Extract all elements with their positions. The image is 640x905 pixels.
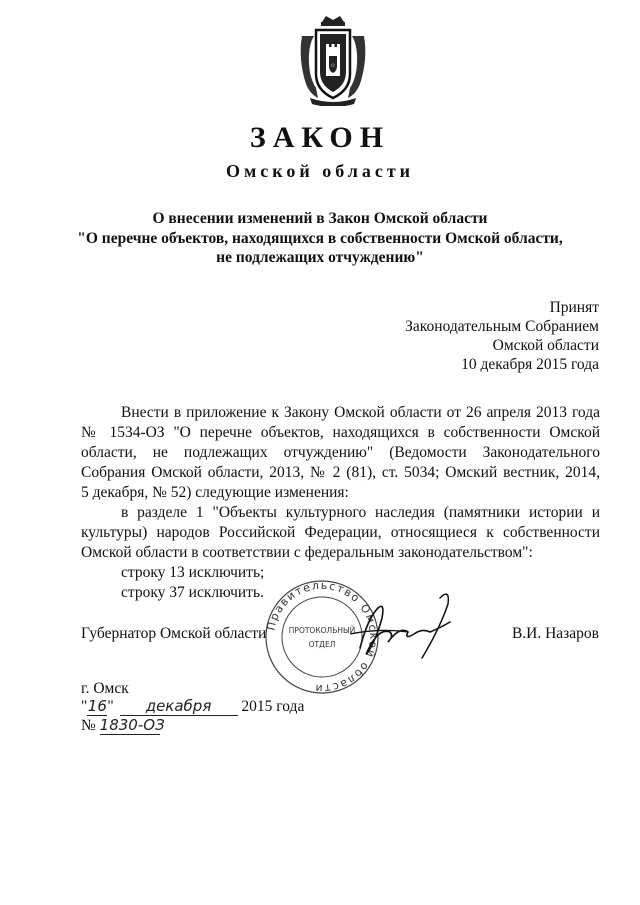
body-p2-line-1: в разделе 1 "Объекты культурного наследия (памятники истории и xyxy=(121,504,600,521)
body-p1-line-5: 5 декабря, № 52) следующие изменения: xyxy=(81,484,349,501)
law-number xyxy=(81,716,165,735)
signing-month: декабря xyxy=(120,697,238,716)
signing-day: 16 xyxy=(87,697,107,715)
body-p1-line-1: Внести в приложение к Закону Омской области от 26 апреля 2013 года xyxy=(121,404,600,421)
body-p2-line-3: Омской области в соответствии с федеральным законодательством": xyxy=(81,544,533,561)
body-p2-line-2: культуры) народов Российской Федерации, относящиеся к собственности xyxy=(81,524,600,541)
adopted-line-1: Принят xyxy=(549,299,599,316)
law-number-value: 1830-ОЗ xyxy=(99,716,165,734)
law-title: ЗАКОН xyxy=(249,121,391,154)
subject-line-3: не подлежащих отчуждению" xyxy=(216,249,424,266)
adopted-line-4: 10 декабря 2015 года xyxy=(461,356,599,373)
omsk-region-coat-of-arms-icon xyxy=(296,14,370,106)
adopted-line-3: Омской области xyxy=(492,337,599,354)
governor-name: В.И. Назаров xyxy=(511,625,599,642)
governor-position: Губернатор Омской области xyxy=(81,625,267,642)
svg-text:☆: ☆ xyxy=(330,62,336,69)
adopted-line-2: Законодательным Собранием xyxy=(405,318,599,335)
stamp-inner-line-2: ОТДЕЛ xyxy=(308,640,336,649)
body-text xyxy=(81,403,600,603)
stamp-inner-line-1: ПРОТОКОЛЬНЫЙ xyxy=(288,626,356,635)
signing-year: 2015 года xyxy=(241,698,305,715)
number-sign: № xyxy=(81,717,96,734)
body-p3: строку 13 исключить; xyxy=(121,564,265,581)
body-p1-line-3: области, не подлежащих отчуждению" (Ведомости Законодательного xyxy=(81,444,600,461)
city: г. Омск xyxy=(81,680,129,697)
subject-line-1: О внесении изменений в Закон Омской области xyxy=(152,210,488,227)
stamp-outer-text: Правительство Омской области xyxy=(264,578,381,696)
body-p4: строку 37 исключить. xyxy=(121,584,264,601)
body-p1-line-2: № 1534-ОЗ "О перечне объектов, находящихся в собственности Омской xyxy=(81,424,600,441)
law-region: Омской области xyxy=(225,161,415,181)
subject-line-2: "О перечне объектов, находящихся в собственности Омской области, xyxy=(77,230,563,247)
signing-date: "16" декабря 2015 года xyxy=(81,697,305,715)
body-p1-line-4: Собрания Омской области, 2013, № 2 (81), ст. 5034; Омский вестник, 2014, xyxy=(81,464,600,481)
handwritten-signature xyxy=(290,588,460,668)
